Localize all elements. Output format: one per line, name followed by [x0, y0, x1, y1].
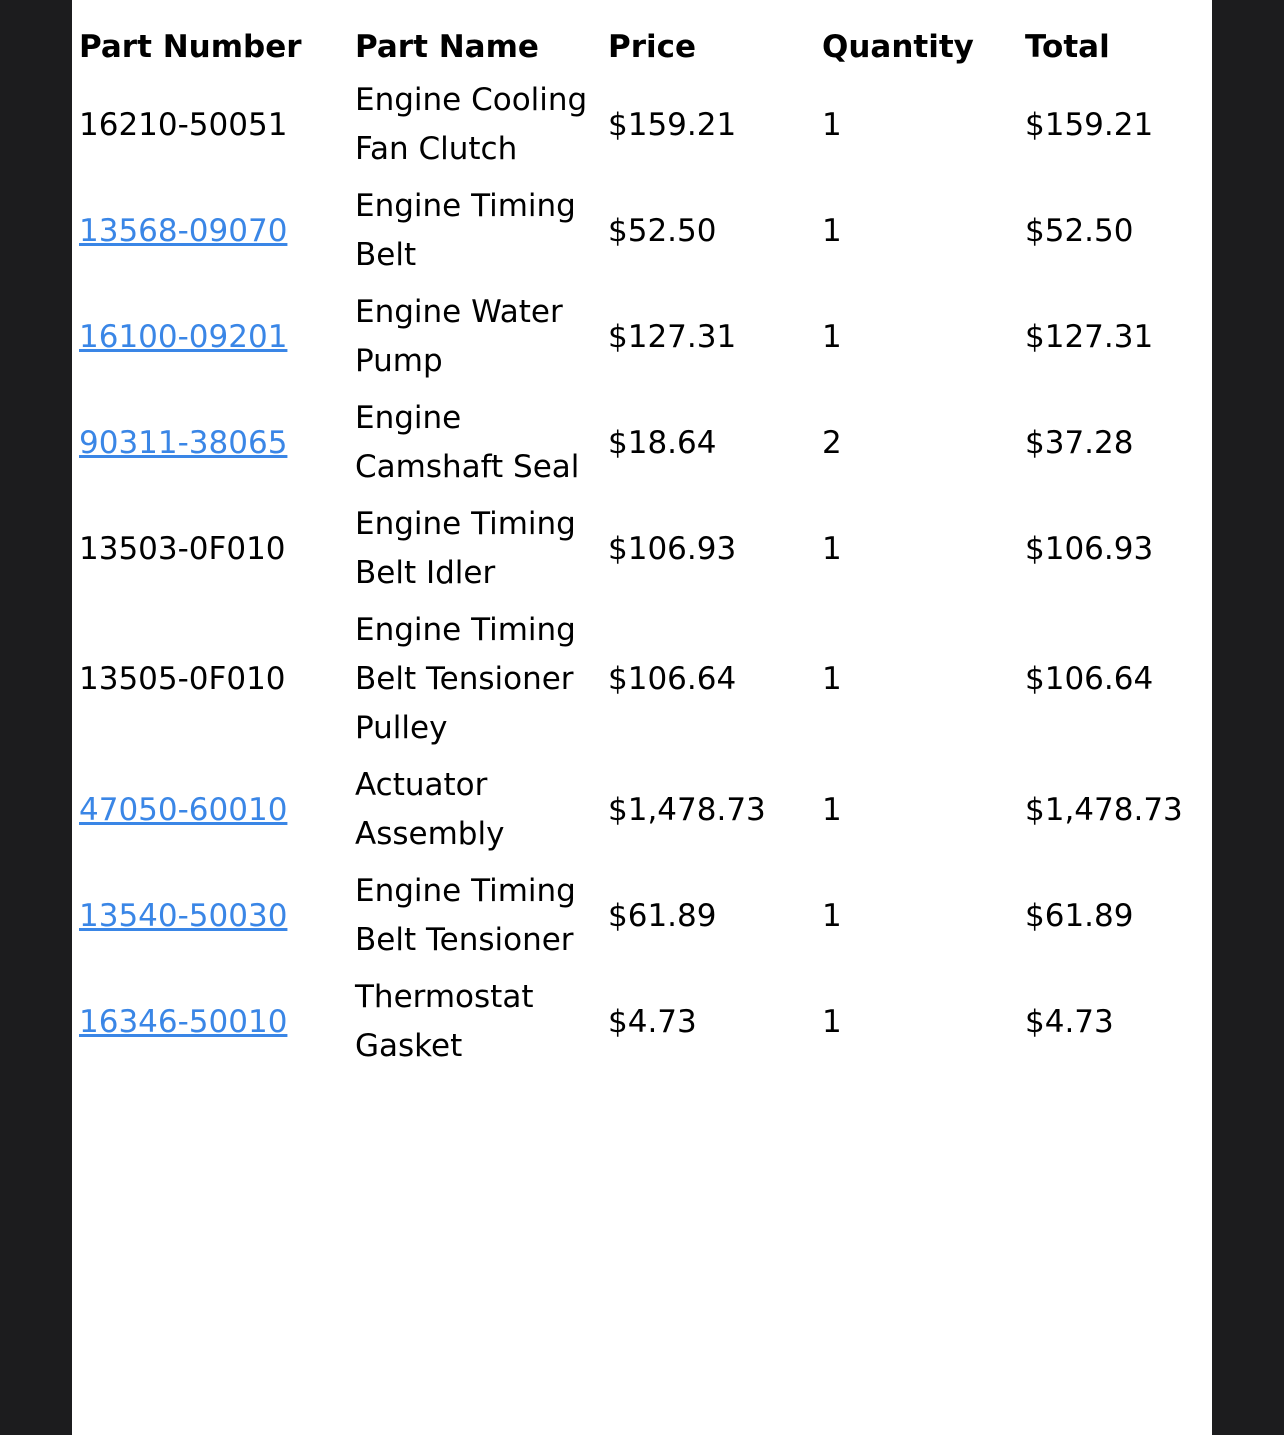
part-number-cell	[79, 757, 355, 863]
total-cell: $4.73	[1025, 1003, 1114, 1040]
parts-table-body	[79, 72, 1189, 1075]
part-number-text: 16210-50051	[79, 106, 288, 143]
part-number-cell	[79, 178, 355, 284]
part-name-cell: Engine Timing Belt Idler	[355, 506, 576, 591]
price-cell: $159.21	[608, 106, 737, 143]
table-row	[79, 757, 1189, 863]
table-row	[79, 178, 1189, 284]
total-cell: $127.31	[1025, 318, 1154, 355]
quantity-cell: 1	[822, 212, 842, 249]
column-header-quantity: Quantity	[822, 29, 974, 65]
price-cell: $1,478.73	[608, 791, 766, 828]
total-cell: $37.28	[1025, 424, 1134, 461]
quantity-cell: 1	[822, 318, 842, 355]
table-row	[79, 602, 1189, 757]
table-row	[79, 863, 1189, 969]
column-header-price: Price	[608, 29, 697, 65]
quantity-cell: 2	[822, 424, 842, 461]
part-number-cell	[79, 284, 355, 390]
part-number-text: 13505-0F010	[79, 661, 286, 697]
part-name-cell: Engine Camshaft Seal	[355, 400, 580, 485]
parts-table	[79, 22, 1189, 1075]
parts-page	[72, 0, 1212, 1435]
part-name-cell: Engine Timing Belt	[355, 188, 576, 273]
part-number-link[interactable]: 90311-38065	[79, 424, 288, 461]
part-number-link[interactable]: 47050-60010	[79, 791, 288, 828]
part-number-link[interactable]: 13568-09070	[79, 212, 288, 249]
part-name-cell: Actuator Assembly	[355, 767, 505, 852]
table-row	[79, 284, 1189, 390]
total-cell: $106.64	[1025, 661, 1154, 697]
part-name-cell: Thermostat Gasket	[355, 979, 534, 1064]
part-number-cell	[79, 602, 355, 757]
total-cell: $106.93	[1025, 530, 1154, 567]
part-name-cell: Engine Timing Belt Tensioner Pulley	[355, 612, 576, 746]
quantity-cell: 1	[822, 1003, 842, 1040]
part-number-cell	[79, 969, 355, 1075]
total-cell: $61.89	[1025, 897, 1134, 934]
table-row	[79, 496, 1189, 602]
part-number-link[interactable]: 13540-50030	[79, 897, 288, 934]
price-cell: $127.31	[608, 318, 737, 355]
total-cell: $1,478.73	[1025, 791, 1183, 828]
part-number-link[interactable]: 16100-09201	[79, 318, 288, 355]
price-cell: $18.64	[608, 424, 717, 461]
price-cell: $106.93	[608, 530, 737, 567]
part-name-cell: Engine Timing Belt Tensioner	[355, 873, 576, 958]
part-number-cell	[79, 863, 355, 969]
total-cell: $159.21	[1025, 106, 1154, 143]
part-number-cell	[79, 496, 355, 602]
table-row	[79, 969, 1189, 1075]
price-cell: $106.64	[608, 661, 737, 697]
header-row	[79, 22, 1189, 72]
table-row	[79, 390, 1189, 496]
price-cell: $52.50	[608, 212, 717, 249]
quantity-cell: 1	[822, 791, 842, 828]
quantity-cell: 1	[822, 661, 842, 697]
table-row	[79, 72, 1189, 178]
part-name-cell: Engine Cooling Fan Clutch	[355, 82, 588, 167]
column-header-part-number: Part Number	[79, 29, 302, 65]
column-header-total: Total	[1025, 29, 1110, 65]
quantity-cell: 1	[822, 530, 842, 567]
price-cell: $61.89	[608, 897, 717, 934]
part-number-link[interactable]: 16346-50010	[79, 1003, 288, 1040]
part-name-cell: Engine Water Pump	[355, 294, 563, 379]
part-number-cell	[79, 390, 355, 496]
price-cell: $4.73	[608, 1003, 697, 1040]
total-cell: $52.50	[1025, 212, 1134, 249]
quantity-cell: 1	[822, 897, 842, 934]
part-number-text: 13503-0F010	[79, 530, 286, 567]
quantity-cell: 1	[822, 106, 842, 143]
column-header-part-name: Part Name	[355, 29, 539, 65]
part-number-cell	[79, 72, 355, 178]
